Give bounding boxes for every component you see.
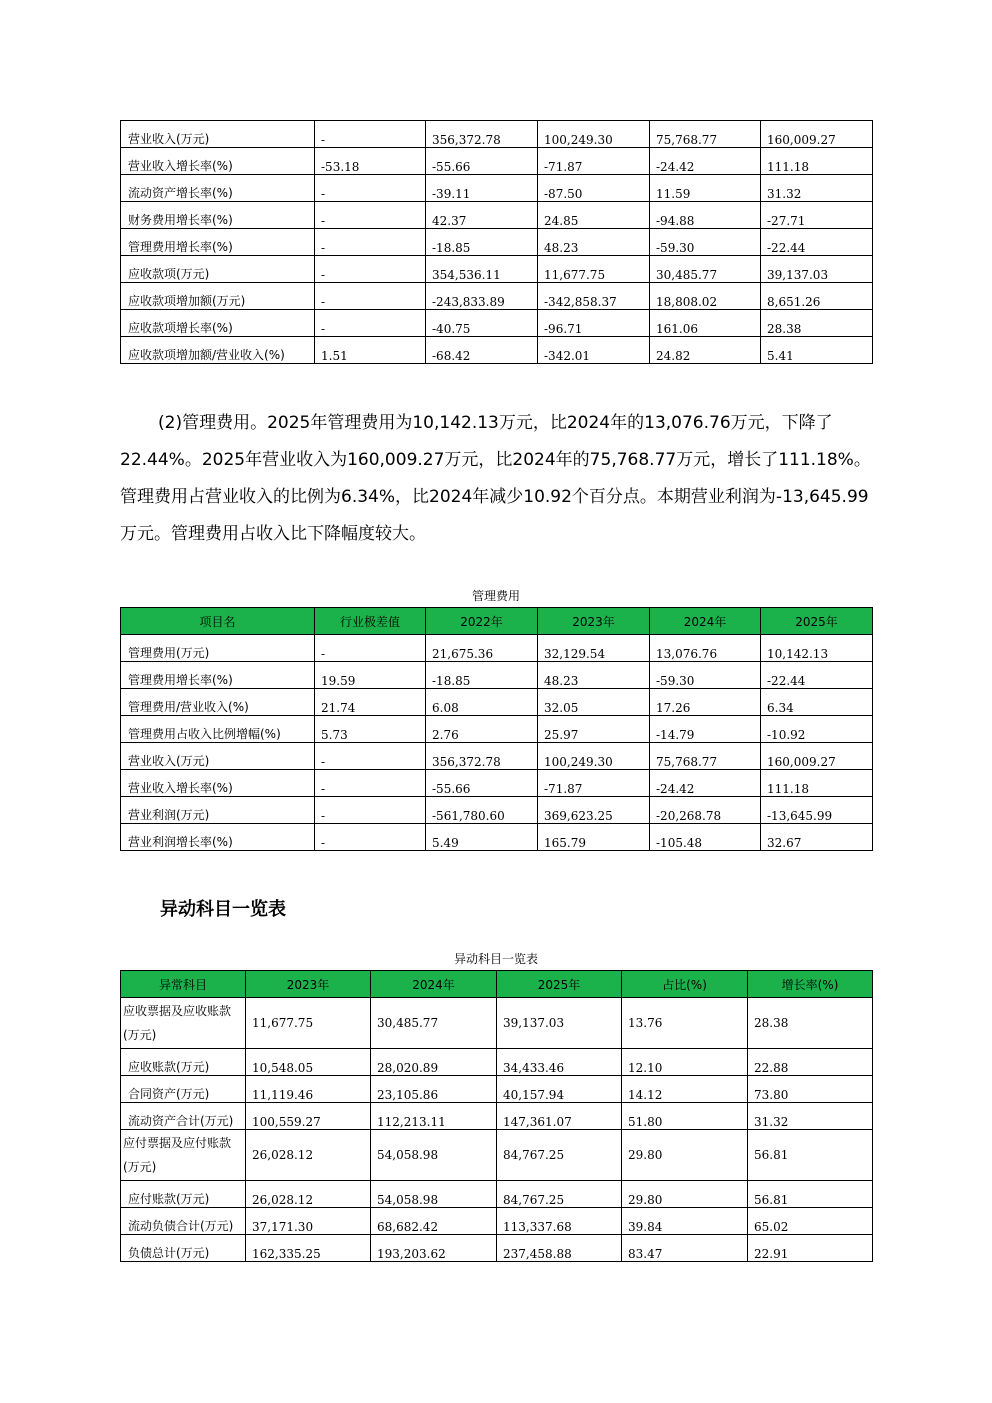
column-header: 异常科目 [121,971,246,998]
cell: 39,137.03 [761,256,873,283]
table-row [121,998,873,1049]
cell: -24.42 [650,770,761,797]
cell: 51.80 [622,1103,748,1130]
cell: 84,767.25 [497,1181,622,1208]
row-label: 营业收入(万元) [121,121,315,148]
table-row [121,662,873,689]
row-label: 合同资产(万元) [121,1076,246,1103]
cell: 10,548.05 [246,1049,371,1076]
cell: 356,372.78 [426,743,538,770]
cell: 48.23 [538,229,650,256]
cell: 28.38 [748,998,873,1049]
cell: 83.47 [622,1235,748,1262]
cell: -10.92 [761,716,873,743]
table-row [121,148,873,175]
cell: - [315,229,426,256]
table-row [121,797,873,824]
cell: 56.81 [748,1130,873,1181]
table-row [121,770,873,797]
cell: 100,559.27 [246,1103,371,1130]
cell: 2.76 [426,716,538,743]
row-label: 营业收入(万元) [121,743,315,770]
cell: - [315,797,426,824]
cell: 100,249.30 [538,121,650,148]
row-label: 流动资产合计(万元) [121,1103,246,1130]
row-label: 应付票据及应付账款(万元) [121,1130,246,1181]
cell: 29.80 [622,1181,748,1208]
table-row [121,1049,873,1076]
cell: 14.12 [622,1076,748,1103]
cell: 11.59 [650,175,761,202]
cell: 356,372.78 [426,121,538,148]
row-label: 负债总计(万元) [121,1235,246,1262]
cell: 10,142.13 [761,635,873,662]
table-caption: 异动科目一览表 [453,952,538,966]
cell: 12.10 [622,1049,748,1076]
column-header: 2024年 [650,608,761,635]
table-header-row [121,971,873,998]
section-title: 异动科目一览表 [160,899,286,920]
cell: - [315,310,426,337]
cell: - [315,283,426,310]
cell: 28.38 [761,310,873,337]
column-header: 占比(%) [622,971,748,998]
cell: 13,076.76 [650,635,761,662]
cell: 31.32 [761,175,873,202]
table-caption: 管理费用 [471,589,520,603]
cell: 75,768.77 [650,743,761,770]
row-label: 管理费用增长率(%) [121,229,315,256]
cell: 40,157.94 [497,1076,622,1103]
cell: 42.37 [426,202,538,229]
cell: 24.82 [650,337,761,364]
cell: -22.44 [761,662,873,689]
row-label: 管理费用/营业收入(%) [121,689,315,716]
cell: - [315,121,426,148]
cell: 369,623.25 [538,797,650,824]
cell: - [315,743,426,770]
cell: 111.18 [761,148,873,175]
column-header: 2023年 [538,608,650,635]
cell: 31.32 [748,1103,873,1130]
table-row [121,1235,873,1262]
cell: - [315,175,426,202]
cell: 73.80 [748,1076,873,1103]
cell: -13,645.99 [761,797,873,824]
cell: -94.88 [650,202,761,229]
cell: 37,171.30 [246,1208,371,1235]
cell: 18,808.02 [650,283,761,310]
row-label: 营业利润增长率(%) [121,824,315,851]
row-label: 营业收入增长率(%) [121,770,315,797]
cell: 5.41 [761,337,873,364]
row-label: 管理费用占收入比例增幅(%) [121,716,315,743]
cell: 30,485.77 [650,256,761,283]
row-label: 管理费用增长率(%) [121,662,315,689]
cell: 193,203.62 [371,1235,497,1262]
cell: -59.30 [650,662,761,689]
row-label: 管理费用(万元) [121,635,315,662]
cell: 75,768.77 [650,121,761,148]
cell: 160,009.27 [761,743,873,770]
cell: 56.81 [748,1181,873,1208]
cell: 32,129.54 [538,635,650,662]
cell: 112,213.11 [371,1103,497,1130]
cell: - [315,256,426,283]
table-row [121,256,873,283]
cell: 21,675.36 [426,635,538,662]
cell: - [315,824,426,851]
cell: -243,833.89 [426,283,538,310]
table-row [121,283,873,310]
cell: 32.67 [761,824,873,851]
table-row [121,1076,873,1103]
cell: -22.44 [761,229,873,256]
table-row [121,121,873,148]
cell: -59.30 [650,229,761,256]
cell: 30,485.77 [371,998,497,1049]
row-label: 应收款项增加额/营业收入(%) [121,337,315,364]
cell: -105.48 [650,824,761,851]
cell: 11,677.75 [246,998,371,1049]
table-row [121,689,873,716]
cell: -87.50 [538,175,650,202]
cell: 22.88 [748,1049,873,1076]
cell: 39,137.03 [497,998,622,1049]
cell: 354,536.11 [426,256,538,283]
cell: 23,105.86 [371,1076,497,1103]
column-header: 2025年 [497,971,622,998]
cell: -55.66 [426,148,538,175]
cell: 100,249.30 [538,743,650,770]
cell: -18.85 [426,229,538,256]
row-label: 流动资产增长率(%) [121,175,315,202]
cell: 165.79 [538,824,650,851]
cell: -20,268.78 [650,797,761,824]
cell: -24.42 [650,148,761,175]
table-row [121,1103,873,1130]
cell: 1.51 [315,337,426,364]
cell: 25.97 [538,716,650,743]
cell: -96.71 [538,310,650,337]
table-row [121,202,873,229]
row-label: 营业收入增长率(%) [121,148,315,175]
table-row [121,743,873,770]
cell: -18.85 [426,662,538,689]
cell: -561,780.60 [426,797,538,824]
cell: -342.01 [538,337,650,364]
cell: 8,651.26 [761,283,873,310]
table-row [121,175,873,202]
column-header: 2023年 [246,971,371,998]
cell: - [315,770,426,797]
cell: 161.06 [650,310,761,337]
table-row [121,824,873,851]
table-row [121,337,873,364]
cell: 28,020.89 [371,1049,497,1076]
cell: -27.71 [761,202,873,229]
cell: 48.23 [538,662,650,689]
column-header: 2025年 [761,608,873,635]
cell: 54,058.98 [371,1130,497,1181]
cell: -342,858.37 [538,283,650,310]
table-row [121,1130,873,1181]
column-header: 项目名 [121,608,315,635]
cell: 11,119.46 [246,1076,371,1103]
cell: 19.59 [315,662,426,689]
table-row [121,1181,873,1208]
cell: 111.18 [761,770,873,797]
cell: 22.91 [748,1235,873,1262]
cell: 65.02 [748,1208,873,1235]
cell: 84,767.25 [497,1130,622,1181]
cell: 6.34 [761,689,873,716]
row-label: 应收票据及应收账款(万元) [121,998,246,1049]
column-header: 行业极差值 [315,608,426,635]
row-label: 应收款项(万元) [121,256,315,283]
cell: 5.73 [315,716,426,743]
row-label: 财务费用增长率(%) [121,202,315,229]
cell: 54,058.98 [371,1181,497,1208]
cell: 113,337.68 [497,1208,622,1235]
cell: -40.75 [426,310,538,337]
table-row [121,635,873,662]
row-label: 应收款项增长率(%) [121,310,315,337]
cell: -71.87 [538,770,650,797]
cell: 34,433.46 [497,1049,622,1076]
cell: 32.05 [538,689,650,716]
cell: 17.26 [650,689,761,716]
cell: 68,682.42 [371,1208,497,1235]
cell: 6.08 [426,689,538,716]
management-expense-table [120,607,873,851]
cell: -68.42 [426,337,538,364]
cell: - [315,202,426,229]
cell: -71.87 [538,148,650,175]
column-header: 2024年 [371,971,497,998]
cell: -53.18 [315,148,426,175]
table-row [121,1208,873,1235]
table-row [121,310,873,337]
row-label: 应收账款(万元) [121,1049,246,1076]
column-header: 2022年 [426,608,538,635]
table-row [121,716,873,743]
cell: 21.74 [315,689,426,716]
cell: 26,028.12 [246,1181,371,1208]
cell: 26,028.12 [246,1130,371,1181]
row-label: 应收款项增加额(万元) [121,283,315,310]
revenue-receivables-table [120,120,873,364]
cell: -55.66 [426,770,538,797]
cell: 162,335.25 [246,1235,371,1262]
cell: 237,458.88 [497,1235,622,1262]
cell: 29.80 [622,1130,748,1181]
cell: 147,361.07 [497,1103,622,1130]
column-header: 增长率(%) [748,971,873,998]
cell: 24.85 [538,202,650,229]
cell: 39.84 [622,1208,748,1235]
row-label: 流动负债合计(万元) [121,1208,246,1235]
table-row [121,229,873,256]
row-label: 营业利润(万元) [121,797,315,824]
cell: 13.76 [622,998,748,1049]
abnormal-items-table [120,970,873,1262]
cell: 5.49 [426,824,538,851]
cell: - [315,635,426,662]
cell: -14.79 [650,716,761,743]
cell: -39.11 [426,175,538,202]
management-expense-paragraph: (2)管理费用。2025年管理费用为10,142.13万元，比2024年的13,076.76万元，下降了22.44%。2025年营业收入为160,009.27万元，比2024年的75,768.77万元，增长了111.18%。管理费用占营业收入的比例为6.34%，比2024年减少10.92个百分点。本期营业利润为-13,645.99万元。管理费用占收入比下降幅度较大。 [120,413,871,544]
table-header-row [121,608,873,635]
row-label: 应付账款(万元) [121,1181,246,1208]
cell: 11,677.75 [538,256,650,283]
cell: 160,009.27 [761,121,873,148]
